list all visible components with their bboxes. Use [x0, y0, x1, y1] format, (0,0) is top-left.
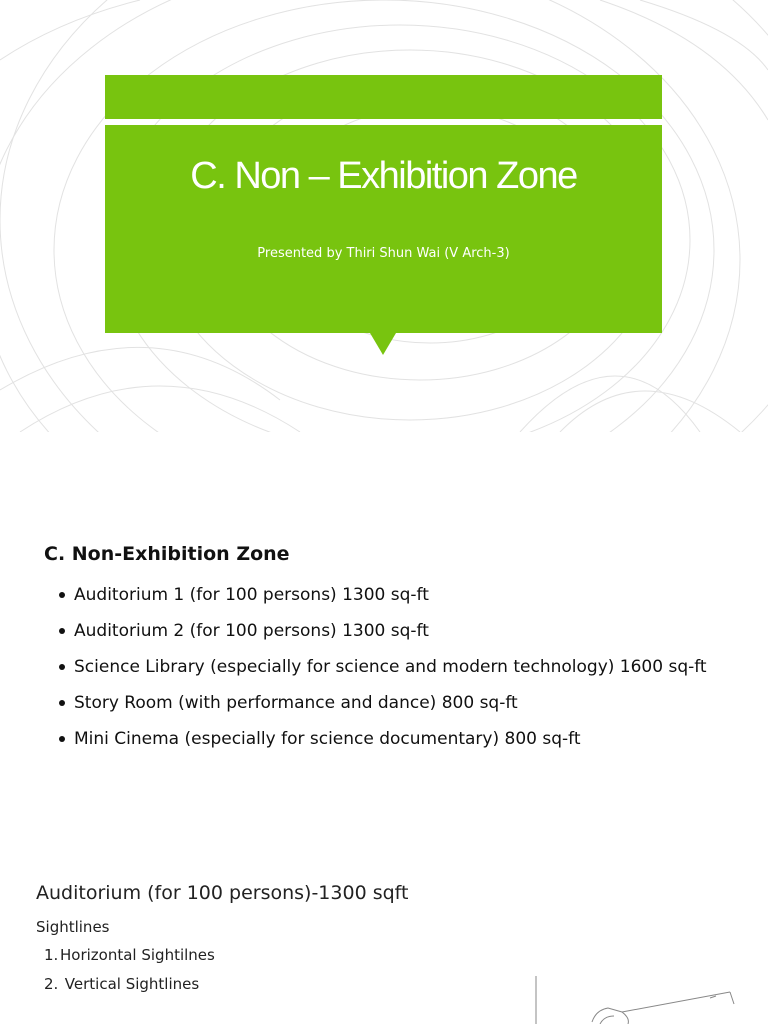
bullet-icon — [59, 664, 65, 670]
title-panel-pointer — [370, 333, 396, 355]
list-item — [44, 973, 215, 1002]
slide-subtitle: Presented by Thiri Shun Wai (V Arch-3) — [257, 246, 510, 261]
list-item-text: Vertical Sightlines — [64, 975, 200, 993]
list-item-text: Mini Cinema (especially for science documentary) 800 sq-ft — [74, 729, 581, 749]
list-item — [56, 583, 707, 619]
list-item-text: Auditorium 2 (for 100 persons) 1300 sq-ft — [74, 621, 429, 641]
auditorium-heading: Auditorium (for 100 persons)-1300 sqft — [36, 882, 409, 904]
auditorium-slide — [0, 844, 768, 1024]
list-item-text: Story Room (with performance and dance) 800 sq-ft — [74, 693, 518, 713]
header-accent-strip — [105, 75, 662, 119]
zone-list-slide — [0, 432, 768, 844]
sightline-sketch-image — [530, 974, 750, 1024]
bullet-icon — [59, 736, 65, 742]
bullet-icon — [59, 700, 65, 706]
slide-title: C. Non – Exhibition Zone — [190, 155, 577, 197]
sightlines-list — [44, 944, 215, 1002]
zone-list — [56, 583, 707, 763]
list-item — [44, 944, 215, 973]
list-item-text: Science Library (especially for science and modern technology) 1600 sq-ft — [74, 657, 707, 677]
bullet-icon — [59, 628, 65, 634]
list-item — [56, 727, 707, 763]
sightlines-heading: Sightlines — [36, 918, 110, 936]
list-item — [56, 691, 707, 727]
list-number: 2. — [44, 975, 59, 993]
list-item-text: Horizontal Sightilnes — [60, 946, 215, 964]
list-item — [56, 655, 707, 691]
title-slide — [0, 0, 768, 432]
list-item-text: Auditorium 1 (for 100 persons) 1300 sq-ft — [74, 585, 429, 605]
list-number: 1. — [44, 946, 59, 964]
bullet-icon — [59, 592, 65, 598]
list-heading: C. Non-Exhibition Zone — [44, 543, 290, 565]
list-item — [56, 619, 707, 655]
